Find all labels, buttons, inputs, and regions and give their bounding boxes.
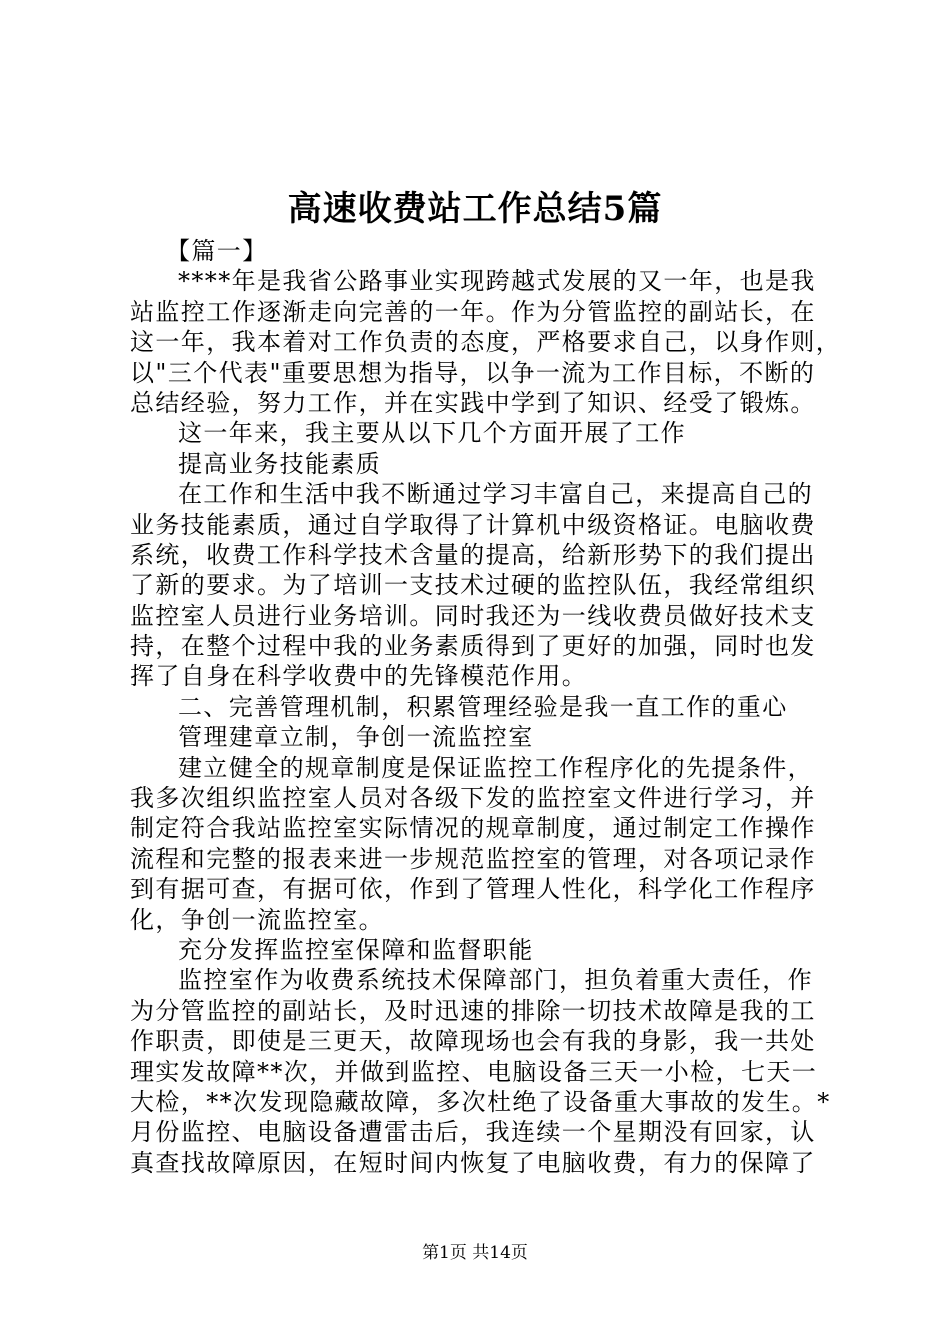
paragraph-line: 大检，**次发现隐藏故障，多次杜绝了设备重大事故的发生。* bbox=[130, 1087, 831, 1116]
subheading: 管理建章立制，争创一流监控室 bbox=[178, 723, 534, 752]
paragraph-line: 以"三个代表"重要思想为指导，以争一流为工作目标，不断的 bbox=[130, 358, 816, 387]
paragraph-line: 真查找故障原因，在短时间内恢复了电脑收费，有力的保障了 bbox=[130, 1148, 816, 1177]
section-heading: 【篇一】 bbox=[166, 237, 268, 265]
paragraph-line: 持，在整个过程中我的业务素质得到了更好的加强，同时也发 bbox=[130, 632, 816, 661]
paragraph-line: 挥了自身在科学收费中的先锋模范作用。 bbox=[130, 662, 588, 691]
paragraph-line: 制定符合我站监控室实际情况的规章制度，通过制定工作操作 bbox=[130, 814, 816, 843]
paragraph-line: 为分管监控的副站长，及时迅速的排除一切技术故障是我的工 bbox=[130, 996, 816, 1025]
paragraph-line: 监控室作为收费系统技术保障部门，担负着重大责任，作 bbox=[178, 966, 813, 995]
subheading: 提高业务技能素质 bbox=[178, 449, 382, 478]
paragraph-line: 业务技能素质，通过自学取得了计算机中级资格证。电脑收费 bbox=[130, 510, 816, 539]
document-body bbox=[130, 236, 842, 1178]
paragraph-line: 总结经验，努力工作，并在实践中学到了知识、经受了锻炼。 bbox=[130, 388, 816, 417]
paragraph-line: 系统，收费工作科学技术含量的提高，给新形势下的我们提出 bbox=[130, 540, 816, 569]
paragraph-line: 了新的要求。为了培训一支技术过硬的监控队伍，我经常组织 bbox=[130, 571, 816, 600]
paragraph-line: 建立健全的规章制度是保证监控工作程序化的先提条件， bbox=[178, 753, 813, 782]
paragraph-line: 这一年，我本着对工作负责的态度，严格要求自己，以身作则， bbox=[130, 328, 842, 357]
paragraph-line: 监控室人员进行业务培训。同时我还为一线收费员做好技术支 bbox=[130, 601, 816, 630]
paragraph-line: 作职责，即使是三更天，故障现场也会有我的身影，我一共处 bbox=[130, 1027, 816, 1056]
paragraph-line: 理实发故障**次，并做到监控、电脑设备三天一小检，七天一 bbox=[130, 1057, 818, 1086]
paragraph-line: 到有据可查，有据可依，作到了管理人性化，科学化工作程序 bbox=[130, 875, 816, 904]
page-footer: 第1页 共14页 bbox=[422, 1243, 528, 1263]
paragraph-line: 流程和完整的报表来进一步规范监控室的管理，对各项记录作 bbox=[130, 844, 816, 873]
subheading: 二、完善管理机制，积累管理经验是我一直工作的重心 bbox=[178, 692, 788, 721]
paragraph-line: 化，争创一流监控室。 bbox=[130, 905, 384, 934]
paragraph-line: 站监控工作逐渐走向完善的一年。作为分管监控的副站长，在 bbox=[130, 297, 816, 326]
paragraph-line: 在工作和生活中我不断通过学习丰富自己，来提高自己的 bbox=[178, 480, 813, 509]
subheading: 充分发挥监控室保障和监督职能 bbox=[178, 935, 534, 964]
paragraph-line: 月份监控、电脑设备遭雷击后，我连续一个星期没有回家，认 bbox=[130, 1118, 816, 1147]
paragraph-line: 我多次组织监控室人员对各级下发的监控室文件进行学习，并 bbox=[130, 784, 816, 813]
document-title: 高速收费站工作总结5篇 bbox=[287, 189, 663, 229]
paragraph-line: 这一年来，我主要从以下几个方面开展了工作 bbox=[178, 419, 686, 448]
paragraph-line: ****年是我省公路事业实现跨越式发展的又一年，也是我 bbox=[178, 267, 816, 296]
